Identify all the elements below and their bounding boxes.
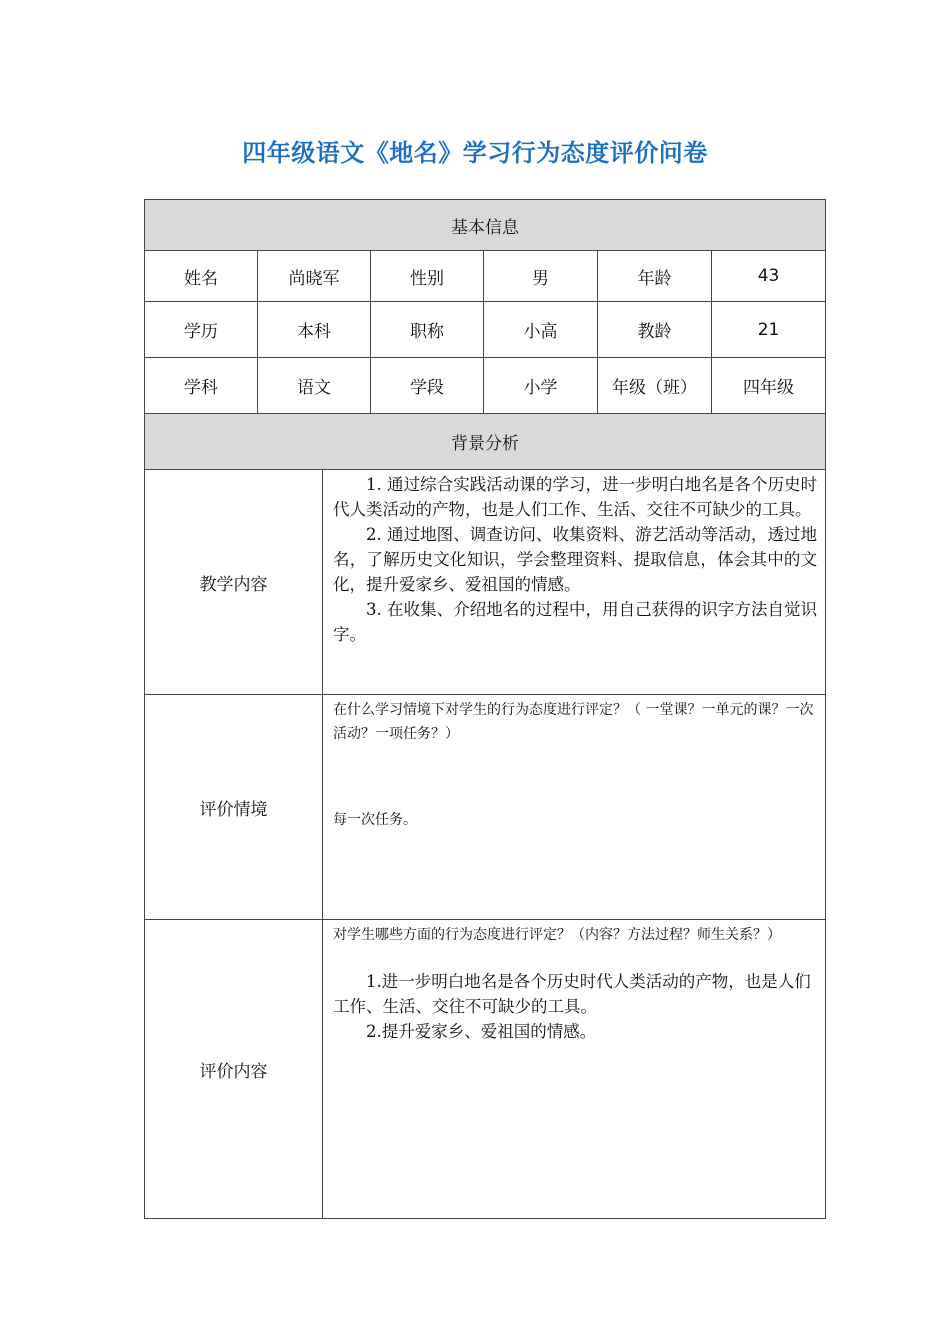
info-cell: 学科 — [145, 358, 258, 414]
teaching-content-label: 教学内容 — [145, 470, 323, 695]
info-cell: 本科 — [258, 302, 371, 358]
content-answer: 2.提升爱家乡、爱祖国的情感。 — [366, 1022, 597, 1041]
content-question: 对学生哪些方面的行为态度进行评定？（内容？方法过程？师生关系？） — [333, 927, 781, 943]
info-cell: 43 — [712, 251, 826, 302]
teaching-paragraph: 3. 在收集、介绍地名的过程中，用自己获得的识字方法自觉识字。 — [333, 600, 818, 644]
info-cell: 学段 — [371, 358, 484, 414]
info-row — [145, 302, 826, 358]
basic-info-header: 基本信息 — [145, 200, 826, 251]
info-row — [145, 251, 826, 302]
info-cell: 年龄 — [598, 251, 712, 302]
teaching-content-cell — [323, 470, 826, 695]
situation-question: 在什么学习情境下对学生的行为态度进行评定？（ 一堂课？一单元的课？一次活动？一项任务？） — [333, 702, 814, 742]
info-cell: 教龄 — [598, 302, 712, 358]
info-cell: 职称 — [371, 302, 484, 358]
evaluation-table — [144, 199, 826, 1219]
info-cell: 四年级 — [712, 358, 826, 414]
info-cell: 学历 — [145, 302, 258, 358]
evaluation-content-label: 评价内容 — [145, 920, 323, 1219]
evaluation-situation-label: 评价情境 — [145, 695, 323, 920]
evaluation-situation-row — [145, 695, 826, 920]
teaching-paragraph: 1. 通过综合实践活动课的学习，进一步明白地名是各个历史时代人类活动的产物，也是人们工作、生活、交往不可缺少的工具。 — [333, 475, 818, 519]
info-cell: 语文 — [258, 358, 371, 414]
info-cell: 姓名 — [145, 251, 258, 302]
info-cell: 小学 — [484, 358, 598, 414]
page-title: 四年级语文《地名》学习行为态度评价问卷 — [242, 139, 708, 167]
info-row — [145, 358, 826, 414]
background-header: 背景分析 — [145, 414, 826, 470]
evaluation-situation-cell — [323, 695, 826, 920]
evaluation-content-cell — [323, 920, 826, 1219]
evaluation-content-row — [145, 920, 826, 1219]
teaching-paragraph: 2. 通过地图、调查访问、收集资料、游艺活动等活动，透过地名，了解历史文化知识，学会整理资料、提取信息，体会其中的文化，提升爱家乡、爱祖国的情感。 — [333, 525, 818, 594]
info-cell: 性别 — [371, 251, 484, 302]
info-cell: 21 — [712, 302, 826, 358]
info-cell: 男 — [484, 251, 598, 302]
info-cell: 年级（班） — [598, 358, 712, 414]
info-cell: 尚晓军 — [258, 251, 371, 302]
content-answer: 1.进一步明白地名是各个历史时代人类活动的产物，也是人们工作、生活、交往不可缺少的工具。 — [333, 972, 811, 1016]
info-cell: 小高 — [484, 302, 598, 358]
teaching-content-row — [145, 470, 826, 695]
situation-answer: 每一次任务。 — [333, 812, 417, 828]
